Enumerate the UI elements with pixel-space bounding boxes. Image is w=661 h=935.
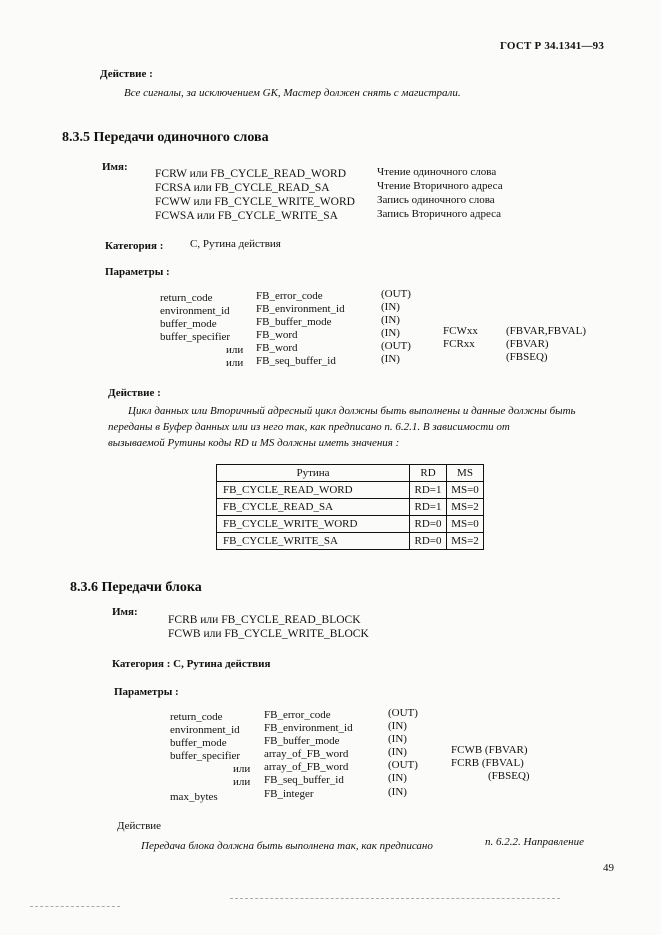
s835-name-desc: Чтение одиночного слова — [377, 166, 497, 178]
s835-name-line: FCRW или FB_CYCLE_READ_WORD — [155, 168, 346, 180]
param-name: или — [233, 776, 251, 788]
table-cell: RD=1 — [410, 499, 447, 516]
table-cell: RD=1 — [410, 482, 447, 499]
s835-action-label: Действие : — [108, 387, 161, 399]
param-type: FB_buffer_mode — [264, 735, 340, 747]
s835-params-label: Параметры : — [105, 266, 170, 278]
table-cell: MS=0 — [447, 482, 484, 499]
param-dir: (IN) — [388, 772, 407, 784]
param-name: buffer_mode — [170, 737, 227, 749]
s835-name-desc: Запись одиночного слова — [377, 194, 495, 206]
param-name: buffer_specifier — [170, 750, 241, 762]
param-ref: (FBVAR,FBVAL) — [506, 325, 586, 337]
param-dir: (IN) — [388, 733, 407, 745]
s835-name-line: FCRSA или FB_CYCLE_READ_SA — [155, 182, 330, 194]
s836-action-label: Действие — [117, 820, 162, 832]
table-header-row — [217, 465, 484, 482]
param-type: FB_seq_buffer_id — [264, 774, 344, 786]
param-name: return_code — [160, 292, 213, 304]
param-type: array_of_FB_word — [264, 748, 349, 760]
param-name: buffer_mode — [160, 318, 217, 330]
s836-category-label: Категория : С, Рутина действия — [112, 658, 271, 670]
param-type: FB_environment_id — [264, 722, 353, 734]
s835-category-label: Категория : — [105, 240, 164, 252]
param-dir: (OUT) — [381, 288, 411, 300]
table-cell: FB_CYCLE_WRITE_SA — [217, 533, 410, 550]
param-type: FB_seq_buffer_id — [256, 355, 336, 367]
s835-name-desc: Чтение Вторичного адреса — [377, 180, 503, 192]
param-type: array_of_FB_word — [264, 761, 349, 773]
param-type: FB_word — [256, 329, 298, 341]
s836-action-ref: п. 6.2.2. Направление — [485, 836, 585, 848]
standard-header: ГОСТ Р 34.1341—93 — [500, 40, 605, 52]
param-extra: (FBSEQ) — [488, 770, 530, 782]
table-cell: MS=0 — [447, 516, 484, 533]
s836-name-line: FCWB или FB_CYCLE_WRITE_BLOCK — [168, 628, 369, 640]
param-dir: (IN) — [388, 720, 407, 732]
s836-name-line: FCRB или FB_CYCLE_READ_BLOCK — [168, 614, 361, 626]
section-836-title: 8.3.6 Передачи блока — [70, 580, 202, 595]
param-dir: (OUT) — [388, 707, 418, 719]
routine-table — [216, 464, 484, 550]
table-header-cell: RD — [410, 465, 447, 482]
page-number: 49 — [603, 862, 614, 874]
s836-params-label: Параметры : — [114, 686, 179, 698]
param-dir: (IN) — [381, 314, 400, 326]
param-type: FB_buffer_mode — [256, 316, 332, 328]
param-code: FCRxx — [443, 338, 475, 350]
top-action-label: Действие : — [100, 68, 153, 80]
footer-rule-right — [230, 898, 560, 899]
footer-rule-left — [30, 906, 120, 907]
param-dir: (OUT) — [388, 759, 418, 771]
param-extra: FCWB (FBVAR) — [451, 744, 528, 756]
s836-name-label: Имя: — [112, 606, 138, 618]
param-name: или — [226, 357, 244, 369]
param-name: buffer_specifier — [160, 331, 231, 343]
param-name: или — [226, 344, 244, 356]
param-dir: (IN) — [388, 746, 407, 758]
param-name: или — [233, 763, 251, 775]
table-row — [217, 516, 484, 533]
param-name: max_bytes — [170, 791, 218, 803]
param-ref: (FBSEQ) — [506, 351, 548, 363]
param-dir: (IN) — [381, 301, 400, 313]
param-type: FB_integer — [264, 788, 314, 800]
param-ref: (FBVAR) — [506, 338, 549, 350]
param-name: environment_id — [160, 305, 230, 317]
param-dir: (OUT) — [381, 340, 411, 352]
table-row — [217, 482, 484, 499]
top-action-text: Все сигналы, за исключением GK, Мастер должен снять с магистрали. — [124, 87, 461, 99]
s835-action-line: Цикл данных или Вторичный адресный цикл должны быть выполнены и данные должны быть — [128, 405, 576, 417]
param-type: FB_word — [256, 342, 298, 354]
table-row — [217, 533, 484, 550]
table-header-cell: Рутина — [217, 465, 410, 482]
param-dir: (IN) — [388, 786, 407, 798]
table-header-cell: MS — [447, 465, 484, 482]
table-cell: FB_CYCLE_READ_SA — [217, 499, 410, 516]
s835-category-value: С, Рутина действия — [190, 238, 281, 250]
param-code: FCWxx — [443, 325, 478, 337]
s835-name-line: FCWSA или FB_CYCLE_WRITE_SA — [155, 210, 338, 222]
table-cell: MS=2 — [447, 499, 484, 516]
table-cell: FB_CYCLE_WRITE_WORD — [217, 516, 410, 533]
param-name: environment_id — [170, 724, 240, 736]
table-cell: FB_CYCLE_READ_WORD — [217, 482, 410, 499]
table-cell: RD=0 — [410, 533, 447, 550]
s835-name-label: Имя: — [102, 161, 128, 173]
param-name: return_code — [170, 711, 223, 723]
s835-action-line: переданы в Буфер данных или из него так, как предписано п. 6.2.1. В зависимости от — [108, 421, 510, 433]
s835-name-desc: Запись Вторичного адреса — [377, 208, 501, 220]
param-dir: (IN) — [381, 327, 400, 339]
param-type: FB_error_code — [264, 709, 331, 721]
param-extra: FCRB (FBVAL) — [451, 757, 524, 769]
table-cell: MS=2 — [447, 533, 484, 550]
s835-name-line: FCWW или FB_CYCLE_WRITE_WORD — [155, 196, 355, 208]
param-type: FB_environment_id — [256, 303, 345, 315]
param-type: FB_error_code — [256, 290, 323, 302]
param-dir: (IN) — [381, 353, 400, 365]
table-cell: RD=0 — [410, 516, 447, 533]
table-row — [217, 499, 484, 516]
section-835-title: 8.3.5 Передачи одиночного слова — [62, 130, 269, 145]
s835-action-line: вызываемой Рутины коды RD и MS должны иметь значения : — [108, 437, 400, 449]
s836-action-text: Передача блока должна быть выполнена так, как предписано — [141, 840, 433, 852]
